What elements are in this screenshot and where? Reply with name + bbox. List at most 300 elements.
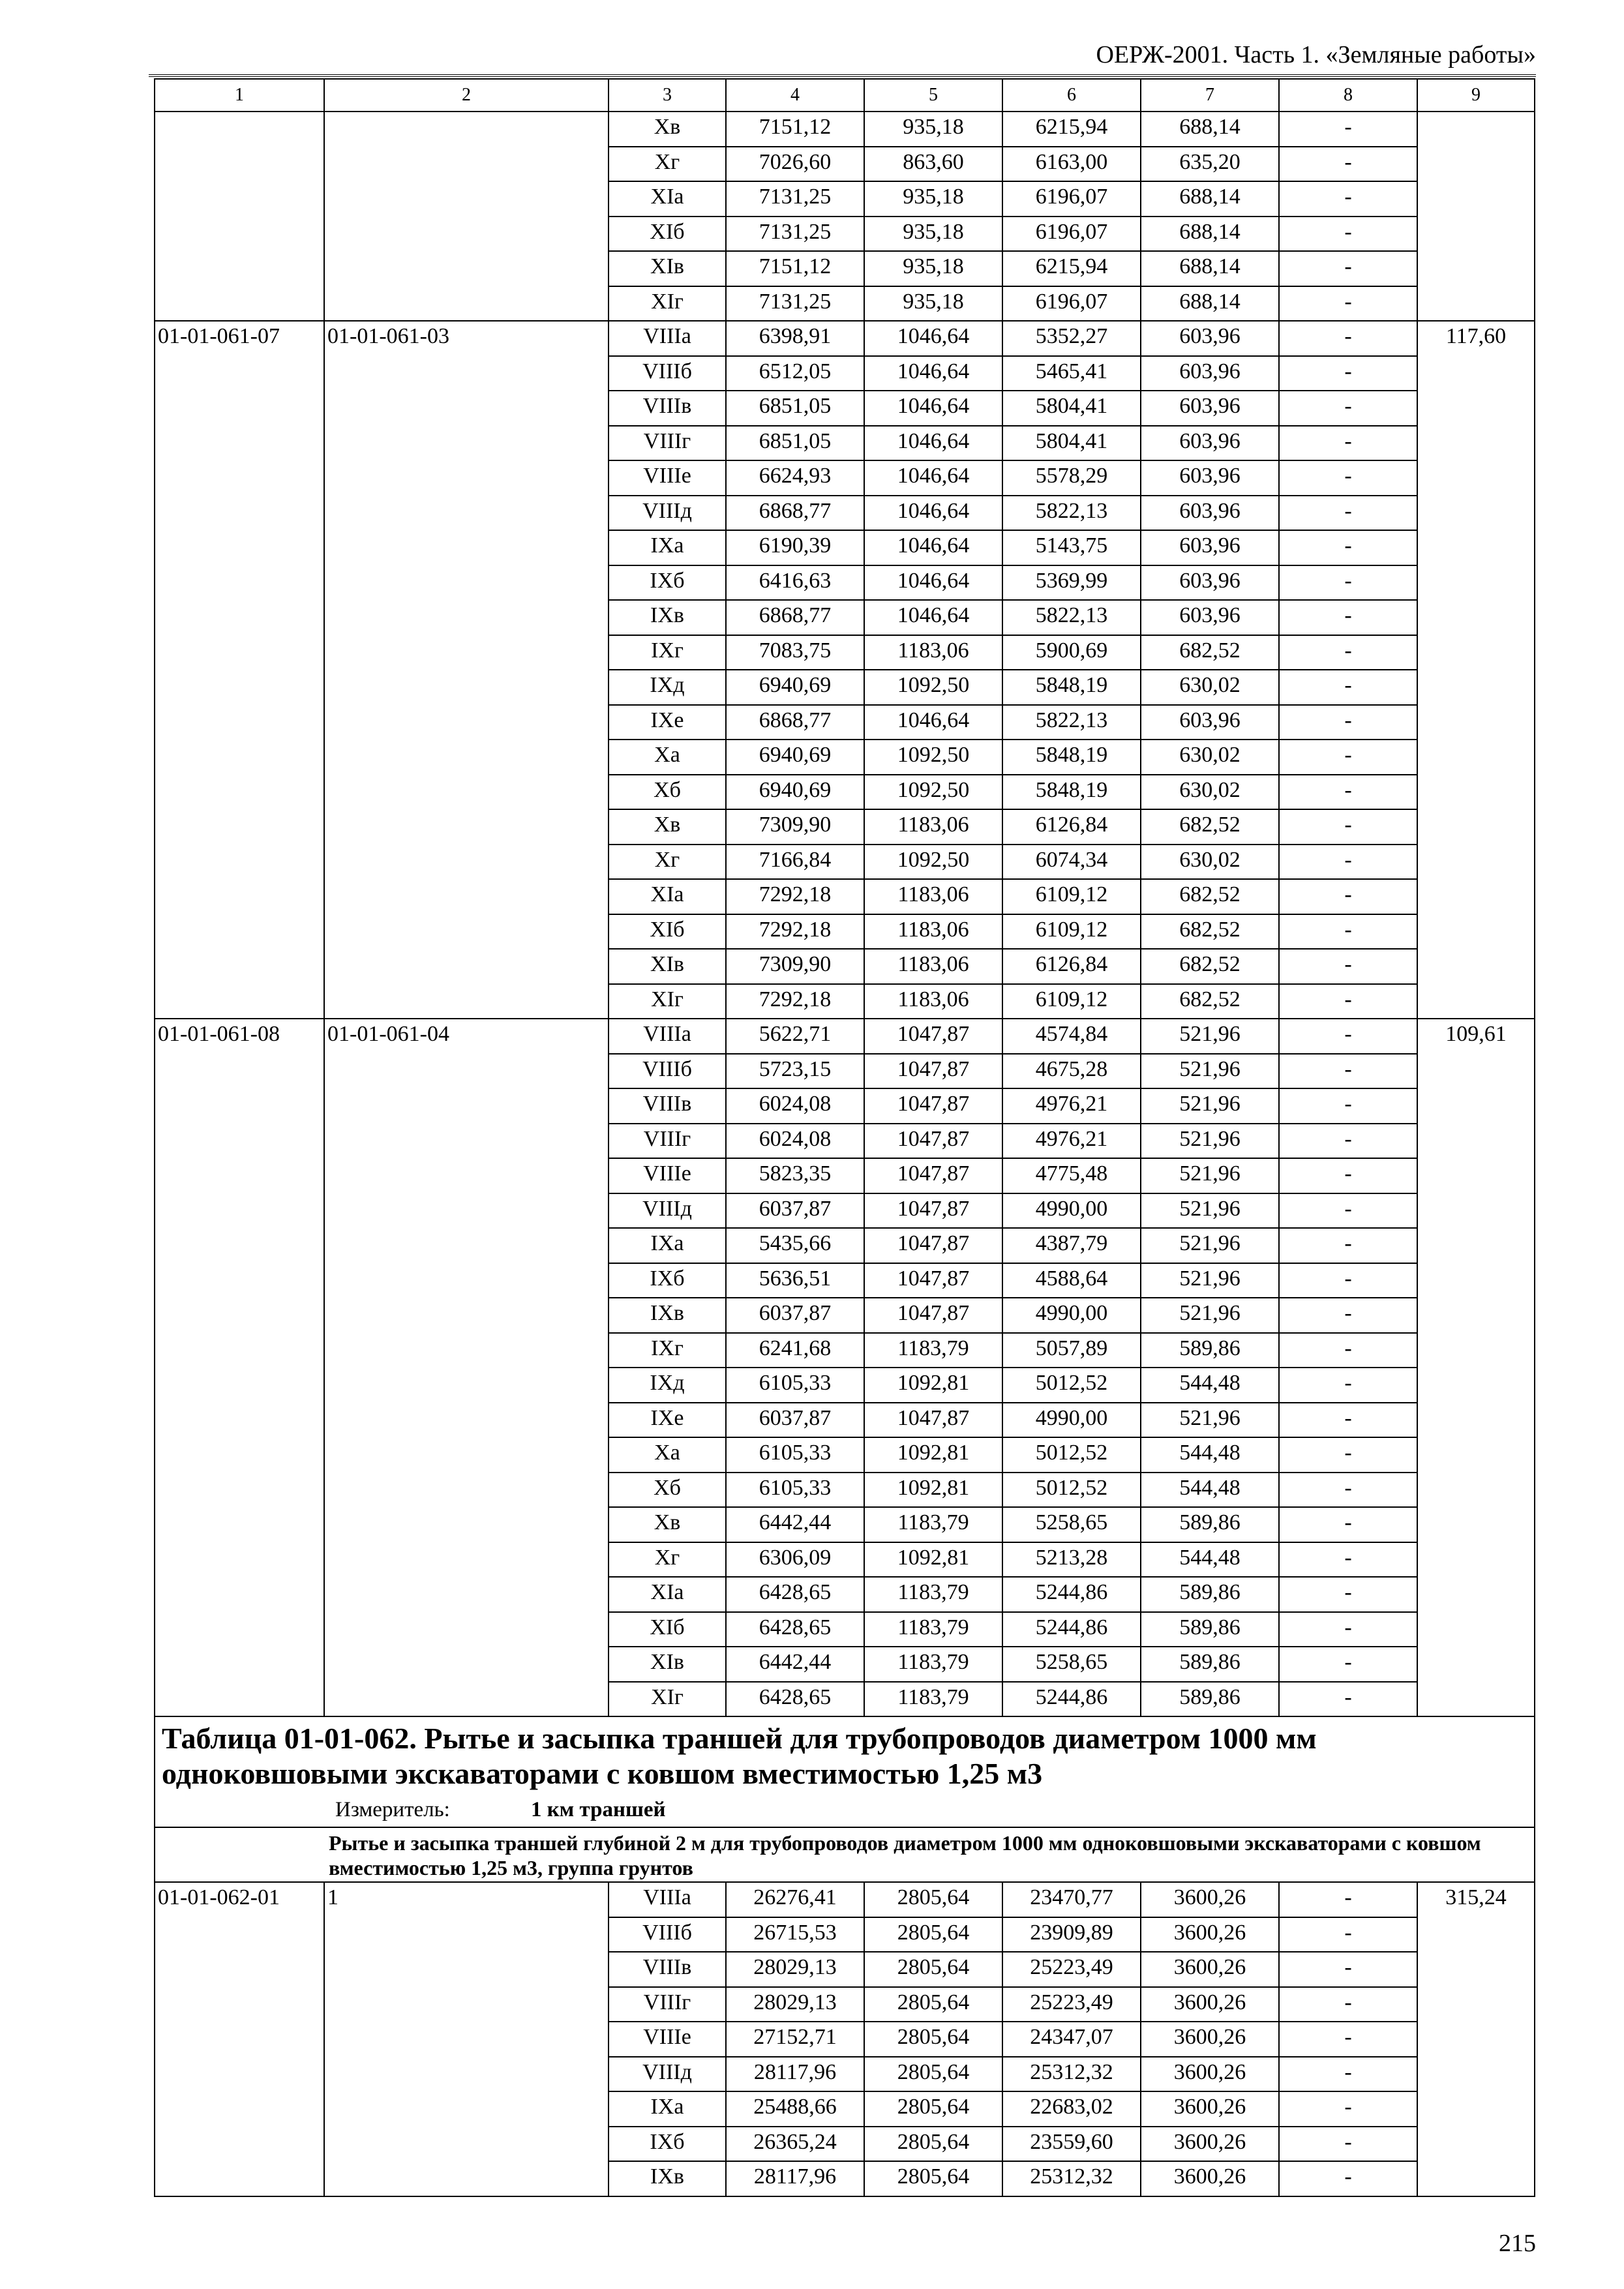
machines-cell: 5804,41 xyxy=(1002,391,1141,426)
total-cost-cell: 6868,77 xyxy=(726,496,864,531)
soil-group-cell: IХе xyxy=(609,1403,726,1438)
materials-cell: - xyxy=(1279,1473,1417,1508)
total-cost-cell: 7026,60 xyxy=(726,147,864,182)
rate-ref-cell: 01-01-061-04 xyxy=(324,1019,609,1716)
labor-cost-cell xyxy=(1417,112,1535,321)
soil-group-cell: IХе xyxy=(609,705,726,740)
wages-cell: 1046,64 xyxy=(864,356,1002,391)
operator-wages-cell: 630,02 xyxy=(1141,845,1279,880)
operator-wages-cell: 682,52 xyxy=(1141,914,1279,950)
labor-cost-cell: 109,61 xyxy=(1417,1019,1535,1716)
total-cost-cell: 25488,66 xyxy=(726,2091,864,2127)
machines-cell: 5213,28 xyxy=(1002,1542,1141,1578)
materials-cell: - xyxy=(1279,1542,1417,1578)
soil-group-cell: VIIIб xyxy=(609,1917,726,1952)
total-cost-cell: 6037,87 xyxy=(726,1403,864,1438)
column-number: 3 xyxy=(609,79,726,112)
table-title-row xyxy=(155,1716,1535,1827)
operator-wages-cell: 3600,26 xyxy=(1141,2022,1279,2057)
soil-group-cell: ХIв xyxy=(609,251,726,286)
machines-cell: 6215,94 xyxy=(1002,112,1141,147)
operator-wages-cell: 589,86 xyxy=(1141,1612,1279,1647)
wages-cell: 1092,81 xyxy=(864,1473,1002,1508)
total-cost-cell: 28117,96 xyxy=(726,2057,864,2092)
total-cost-cell: 7131,25 xyxy=(726,286,864,322)
wages-cell: 1092,50 xyxy=(864,775,1002,810)
operator-wages-cell: 635,20 xyxy=(1141,147,1279,182)
materials-cell: - xyxy=(1279,1298,1417,1333)
machines-cell: 4990,00 xyxy=(1002,1403,1141,1438)
soil-group-cell: Хг xyxy=(609,845,726,880)
operator-wages-cell: 603,96 xyxy=(1141,426,1279,461)
operator-wages-cell: 688,14 xyxy=(1141,217,1279,252)
table-row xyxy=(155,1882,1535,1917)
machines-cell: 5822,13 xyxy=(1002,496,1141,531)
operator-wages-cell: 682,52 xyxy=(1141,984,1279,1019)
wages-cell: 1047,87 xyxy=(864,1193,1002,1229)
machines-cell: 5244,86 xyxy=(1002,1577,1141,1612)
wages-cell: 1183,79 xyxy=(864,1577,1002,1612)
total-cost-cell: 6105,33 xyxy=(726,1368,864,1403)
measure-line xyxy=(162,1795,1527,1824)
total-cost-cell: 7166,84 xyxy=(726,845,864,880)
measure-value: 1 км траншей xyxy=(531,1798,666,1821)
total-cost-cell: 6868,77 xyxy=(726,705,864,740)
total-cost-cell: 7292,18 xyxy=(726,914,864,950)
rate-ref-cell: 01-01-061-03 xyxy=(324,321,609,1019)
total-cost-cell: 5723,15 xyxy=(726,1054,864,1089)
soil-group-cell: IХа xyxy=(609,1228,726,1263)
machines-cell: 23559,60 xyxy=(1002,2127,1141,2162)
soil-group-cell: Ха xyxy=(609,1437,726,1473)
page-header-title: ОЕРЖ-2001. Часть 1. «Земляные работы» xyxy=(1096,41,1536,68)
wages-cell: 2805,64 xyxy=(864,2022,1002,2057)
materials-cell: - xyxy=(1279,356,1417,391)
total-cost-cell: 6105,33 xyxy=(726,1437,864,1473)
soil-group-cell: IХа xyxy=(609,2091,726,2127)
soil-group-cell: VIIIб xyxy=(609,1054,726,1089)
operator-wages-cell: 589,86 xyxy=(1141,1647,1279,1682)
materials-cell: - xyxy=(1279,879,1417,914)
operator-wages-cell: 521,96 xyxy=(1141,1088,1279,1124)
wages-cell: 1092,81 xyxy=(864,1437,1002,1473)
operator-wages-cell: 603,96 xyxy=(1141,356,1279,391)
total-cost-cell: 6442,44 xyxy=(726,1647,864,1682)
operator-wages-cell: 603,96 xyxy=(1141,705,1279,740)
soil-group-cell: VIIIа xyxy=(609,321,726,356)
materials-cell: - xyxy=(1279,1228,1417,1263)
operator-wages-cell: 603,96 xyxy=(1141,565,1279,601)
total-cost-cell: 7309,90 xyxy=(726,809,864,845)
materials-cell: - xyxy=(1279,1193,1417,1229)
materials-cell: - xyxy=(1279,286,1417,322)
machines-cell: 6126,84 xyxy=(1002,809,1141,845)
materials-cell: - xyxy=(1279,460,1417,496)
materials-cell: - xyxy=(1279,949,1417,984)
total-cost-cell: 7292,18 xyxy=(726,879,864,914)
rate-code-cell: 01-01-062-01 xyxy=(155,1882,324,2196)
total-cost-cell: 26715,53 xyxy=(726,1917,864,1952)
header-rule xyxy=(149,74,1536,77)
operator-wages-cell: 603,96 xyxy=(1141,460,1279,496)
materials-cell: - xyxy=(1279,740,1417,775)
machines-cell: 5012,52 xyxy=(1002,1473,1141,1508)
materials-cell: - xyxy=(1279,670,1417,705)
materials-cell: - xyxy=(1279,1682,1417,1717)
soil-group-cell: IХд xyxy=(609,670,726,705)
operator-wages-cell: 3600,26 xyxy=(1141,1882,1279,1917)
operator-wages-cell: 682,52 xyxy=(1141,635,1279,670)
wages-cell: 1183,79 xyxy=(864,1612,1002,1647)
machines-cell: 5900,69 xyxy=(1002,635,1141,670)
machines-cell: 5244,86 xyxy=(1002,1612,1141,1647)
total-cost-cell: 6851,05 xyxy=(726,391,864,426)
page-number: 215 xyxy=(1499,2230,1536,2257)
soil-group-cell: Хб xyxy=(609,1473,726,1508)
wages-cell: 1092,81 xyxy=(864,1368,1002,1403)
machines-cell: 5848,19 xyxy=(1002,670,1141,705)
wages-cell: 935,18 xyxy=(864,286,1002,322)
total-cost-cell: 6024,08 xyxy=(726,1124,864,1159)
soil-group-cell: VIIIг xyxy=(609,1987,726,2022)
soil-group-cell: ХIг xyxy=(609,984,726,1019)
operator-wages-cell: 603,96 xyxy=(1141,530,1279,565)
machines-cell: 5578,29 xyxy=(1002,460,1141,496)
soil-group-cell: VIIIе xyxy=(609,460,726,496)
materials-cell: - xyxy=(1279,1647,1417,1682)
total-cost-cell: 7151,12 xyxy=(726,112,864,147)
soil-group-cell: ХIа xyxy=(609,879,726,914)
operator-wages-cell: 682,52 xyxy=(1141,879,1279,914)
machines-cell: 4675,28 xyxy=(1002,1054,1141,1089)
table-body xyxy=(155,79,1535,2196)
operator-wages-cell: 630,02 xyxy=(1141,775,1279,810)
soil-group-cell: VIIIв xyxy=(609,1088,726,1124)
table-row xyxy=(155,321,1535,356)
operator-wages-cell: 589,86 xyxy=(1141,1333,1279,1368)
machines-cell: 25223,49 xyxy=(1002,1987,1141,2022)
soil-group-cell: Ха xyxy=(609,740,726,775)
total-cost-cell: 6105,33 xyxy=(726,1473,864,1508)
machines-cell: 25312,32 xyxy=(1002,2161,1141,2196)
total-cost-cell: 5823,35 xyxy=(726,1158,864,1193)
machines-cell: 6109,12 xyxy=(1002,879,1141,914)
wages-cell: 1046,64 xyxy=(864,321,1002,356)
total-cost-cell: 5435,66 xyxy=(726,1228,864,1263)
wages-cell: 1046,64 xyxy=(864,426,1002,461)
machines-cell: 5822,13 xyxy=(1002,705,1141,740)
soil-group-cell: VIIIд xyxy=(609,1193,726,1229)
total-cost-cell: 6037,87 xyxy=(726,1298,864,1333)
soil-group-cell: VIIIа xyxy=(609,1882,726,1917)
column-number: 8 xyxy=(1279,79,1417,112)
operator-wages-cell: 3600,26 xyxy=(1141,2091,1279,2127)
wages-cell: 1046,64 xyxy=(864,530,1002,565)
materials-cell: - xyxy=(1279,2022,1417,2057)
machines-cell: 5012,52 xyxy=(1002,1437,1141,1473)
soil-group-cell: IХб xyxy=(609,565,726,601)
machines-cell: 5352,27 xyxy=(1002,321,1141,356)
operator-wages-cell: 688,14 xyxy=(1141,181,1279,217)
materials-cell: - xyxy=(1279,321,1417,356)
total-cost-cell: 28117,96 xyxy=(726,2161,864,2196)
soil-group-cell: ХIб xyxy=(609,914,726,950)
total-cost-cell: 6428,65 xyxy=(726,1577,864,1612)
column-number: 6 xyxy=(1002,79,1141,112)
soil-group-cell: VIIIв xyxy=(609,391,726,426)
column-number-row xyxy=(155,79,1535,112)
soil-group-cell: VIIIв xyxy=(609,1952,726,1987)
soil-group-cell: IХд xyxy=(609,1368,726,1403)
soil-group-cell: IХа xyxy=(609,530,726,565)
soil-group-cell: Хг xyxy=(609,147,726,182)
machines-cell: 4976,21 xyxy=(1002,1088,1141,1124)
wages-cell: 1046,64 xyxy=(864,496,1002,531)
machines-cell: 6109,12 xyxy=(1002,984,1141,1019)
total-cost-cell: 6868,77 xyxy=(726,600,864,635)
operator-wages-cell: 603,96 xyxy=(1141,321,1279,356)
materials-cell: - xyxy=(1279,1952,1417,1987)
materials-cell: - xyxy=(1279,2161,1417,2196)
wages-cell: 1046,64 xyxy=(864,705,1002,740)
materials-cell: - xyxy=(1279,112,1417,147)
total-cost-cell: 7131,25 xyxy=(726,181,864,217)
total-cost-cell: 7309,90 xyxy=(726,949,864,984)
total-cost-cell: 6306,09 xyxy=(726,1542,864,1578)
operator-wages-cell: 3600,26 xyxy=(1141,1987,1279,2022)
total-cost-cell: 6428,65 xyxy=(726,1682,864,1717)
soil-group-cell: Хв xyxy=(609,112,726,147)
operator-wages-cell: 3600,26 xyxy=(1141,2127,1279,2162)
operator-wages-cell: 521,96 xyxy=(1141,1124,1279,1159)
wages-cell: 1183,06 xyxy=(864,879,1002,914)
machines-cell: 6109,12 xyxy=(1002,914,1141,950)
soil-group-cell: ХIв xyxy=(609,949,726,984)
soil-group-cell: VIIIд xyxy=(609,2057,726,2092)
soil-group-cell: ХIг xyxy=(609,286,726,322)
rate-code-cell: 01-01-061-08 xyxy=(155,1019,324,1716)
materials-cell: - xyxy=(1279,914,1417,950)
rate-code-cell xyxy=(155,112,324,321)
total-cost-cell: 6512,05 xyxy=(726,356,864,391)
total-cost-cell: 26365,24 xyxy=(726,2127,864,2162)
operator-wages-cell: 544,48 xyxy=(1141,1542,1279,1578)
soil-group-cell: ХIа xyxy=(609,1577,726,1612)
total-cost-cell: 6940,69 xyxy=(726,670,864,705)
materials-cell: - xyxy=(1279,845,1417,880)
labor-cost-cell: 117,60 xyxy=(1417,321,1535,1019)
operator-wages-cell: 521,96 xyxy=(1141,1019,1279,1054)
materials-cell: - xyxy=(1279,217,1417,252)
total-cost-cell: 28029,13 xyxy=(726,1952,864,1987)
total-cost-cell: 5622,71 xyxy=(726,1019,864,1054)
machines-cell: 5057,89 xyxy=(1002,1333,1141,1368)
rates-table xyxy=(154,78,1535,2197)
machines-cell: 6215,94 xyxy=(1002,251,1141,286)
soil-group-cell: Хб xyxy=(609,775,726,810)
materials-cell: - xyxy=(1279,565,1417,601)
materials-cell: - xyxy=(1279,530,1417,565)
wages-cell: 2805,64 xyxy=(864,1917,1002,1952)
rate-ref-cell xyxy=(324,112,609,321)
wages-cell: 2805,64 xyxy=(864,2127,1002,2162)
machines-cell: 4574,84 xyxy=(1002,1019,1141,1054)
wages-cell: 1046,64 xyxy=(864,460,1002,496)
materials-cell: - xyxy=(1279,1054,1417,1089)
wages-cell: 1046,64 xyxy=(864,565,1002,601)
wages-cell: 1047,87 xyxy=(864,1263,1002,1298)
operator-wages-cell: 630,02 xyxy=(1141,740,1279,775)
materials-cell: - xyxy=(1279,391,1417,426)
operator-wages-cell: 589,86 xyxy=(1141,1682,1279,1717)
materials-cell: - xyxy=(1279,496,1417,531)
total-cost-cell: 6398,91 xyxy=(726,321,864,356)
wages-cell: 1046,64 xyxy=(864,600,1002,635)
wages-cell: 1047,87 xyxy=(864,1088,1002,1124)
operator-wages-cell: 521,96 xyxy=(1141,1263,1279,1298)
operator-wages-cell: 688,14 xyxy=(1141,251,1279,286)
wages-cell: 1092,50 xyxy=(864,845,1002,880)
operator-wages-cell: 603,96 xyxy=(1141,600,1279,635)
labor-cost-cell: 315,24 xyxy=(1417,1882,1535,2196)
materials-cell: - xyxy=(1279,2091,1417,2127)
operator-wages-cell: 521,96 xyxy=(1141,1193,1279,1229)
operator-wages-cell: 3600,26 xyxy=(1141,2161,1279,2196)
materials-cell: - xyxy=(1279,1263,1417,1298)
operator-wages-cell: 603,96 xyxy=(1141,496,1279,531)
wages-cell: 2805,64 xyxy=(864,2161,1002,2196)
machines-cell: 4990,00 xyxy=(1002,1193,1141,1229)
soil-group-cell: ХIг xyxy=(609,1682,726,1717)
operator-wages-cell: 544,48 xyxy=(1141,1437,1279,1473)
wages-cell: 1183,79 xyxy=(864,1682,1002,1717)
machines-cell: 5258,65 xyxy=(1002,1647,1141,1682)
materials-cell: - xyxy=(1279,147,1417,182)
machines-cell: 5244,86 xyxy=(1002,1682,1141,1717)
operator-wages-cell: 589,86 xyxy=(1141,1577,1279,1612)
materials-cell: - xyxy=(1279,1403,1417,1438)
soil-group-cell: ХIа xyxy=(609,181,726,217)
total-cost-cell: 6624,93 xyxy=(726,460,864,496)
section-description-row xyxy=(155,1827,1535,1882)
wages-cell: 1183,06 xyxy=(864,914,1002,950)
operator-wages-cell: 3600,26 xyxy=(1141,1917,1279,1952)
operator-wages-cell: 544,48 xyxy=(1141,1368,1279,1403)
operator-wages-cell: 630,02 xyxy=(1141,670,1279,705)
materials-cell: - xyxy=(1279,2057,1417,2092)
column-number: 4 xyxy=(726,79,864,112)
operator-wages-cell: 521,96 xyxy=(1141,1158,1279,1193)
wages-cell: 1047,87 xyxy=(864,1228,1002,1263)
machines-cell: 23909,89 xyxy=(1002,1917,1141,1952)
wages-cell: 1047,87 xyxy=(864,1158,1002,1193)
soil-group-cell: VIIIг xyxy=(609,426,726,461)
operator-wages-cell: 682,52 xyxy=(1141,949,1279,984)
materials-cell: - xyxy=(1279,1088,1417,1124)
wages-cell: 2805,64 xyxy=(864,1987,1002,2022)
soil-group-cell: VIIIе xyxy=(609,1158,726,1193)
machines-cell: 5804,41 xyxy=(1002,426,1141,461)
column-number: 5 xyxy=(864,79,1002,112)
soil-group-cell: Хв xyxy=(609,809,726,845)
operator-wages-cell: 521,96 xyxy=(1141,1054,1279,1089)
wages-cell: 1047,87 xyxy=(864,1054,1002,1089)
soil-group-cell: IХв xyxy=(609,600,726,635)
materials-cell: - xyxy=(1279,426,1417,461)
soil-group-cell: IХв xyxy=(609,1298,726,1333)
machines-cell: 6126,84 xyxy=(1002,949,1141,984)
materials-cell: - xyxy=(1279,1158,1417,1193)
total-cost-cell: 28029,13 xyxy=(726,1987,864,2022)
machines-cell: 6196,07 xyxy=(1002,217,1141,252)
machines-cell: 6163,00 xyxy=(1002,147,1141,182)
materials-cell: - xyxy=(1279,1987,1417,2022)
total-cost-cell: 6037,87 xyxy=(726,1193,864,1229)
machines-cell: 4387,79 xyxy=(1002,1228,1141,1263)
wages-cell: 935,18 xyxy=(864,217,1002,252)
wages-cell: 1183,79 xyxy=(864,1647,1002,1682)
wages-cell: 1183,06 xyxy=(864,984,1002,1019)
soil-group-cell: IХг xyxy=(609,635,726,670)
soil-group-cell: VIIIа xyxy=(609,1019,726,1054)
soil-group-cell: VIIIб xyxy=(609,356,726,391)
column-number: 9 xyxy=(1417,79,1535,112)
column-number: 1 xyxy=(155,79,324,112)
total-cost-cell: 6940,69 xyxy=(726,740,864,775)
materials-cell: - xyxy=(1279,984,1417,1019)
wages-cell: 1183,06 xyxy=(864,949,1002,984)
soil-group-cell: VIIIе xyxy=(609,2022,726,2057)
machines-cell: 6196,07 xyxy=(1002,181,1141,217)
total-cost-cell: 6190,39 xyxy=(726,530,864,565)
wages-cell: 1092,50 xyxy=(864,670,1002,705)
total-cost-cell: 7131,25 xyxy=(726,217,864,252)
machines-cell: 25223,49 xyxy=(1002,1952,1141,1987)
total-cost-cell: 6241,68 xyxy=(726,1333,864,1368)
operator-wages-cell: 521,96 xyxy=(1141,1298,1279,1333)
table-title-block xyxy=(155,1716,1535,1827)
machines-cell: 25312,32 xyxy=(1002,2057,1141,2092)
soil-group-cell: ХIб xyxy=(609,217,726,252)
materials-cell: - xyxy=(1279,1333,1417,1368)
machines-cell: 5848,19 xyxy=(1002,740,1141,775)
operator-wages-cell: 544,48 xyxy=(1141,1473,1279,1508)
wages-cell: 1046,64 xyxy=(864,391,1002,426)
materials-cell: - xyxy=(1279,705,1417,740)
total-cost-cell: 7151,12 xyxy=(726,251,864,286)
machines-cell: 4976,21 xyxy=(1002,1124,1141,1159)
section-description: Рытье и засыпка траншей глубиной 2 м для трубопроводов диаметром 1000 мм одноковшовыми экскаваторами с ковшом вместимостью 1,25 м3, группа грунтов xyxy=(155,1827,1535,1882)
rate-ref-cell: 1 xyxy=(324,1882,609,2196)
soil-group-cell: Хв xyxy=(609,1507,726,1542)
materials-cell: - xyxy=(1279,809,1417,845)
operator-wages-cell: 3600,26 xyxy=(1141,2057,1279,2092)
soil-group-cell: IХб xyxy=(609,1263,726,1298)
column-number: 7 xyxy=(1141,79,1279,112)
machines-cell: 5465,41 xyxy=(1002,356,1141,391)
wages-cell: 1092,50 xyxy=(864,740,1002,775)
soil-group-cell: VIIIд xyxy=(609,496,726,531)
operator-wages-cell: 589,86 xyxy=(1141,1507,1279,1542)
wages-cell: 1092,81 xyxy=(864,1542,1002,1578)
wages-cell: 1183,79 xyxy=(864,1507,1002,1542)
operator-wages-cell: 521,96 xyxy=(1141,1228,1279,1263)
total-cost-cell: 26276,41 xyxy=(726,1882,864,1917)
materials-cell: - xyxy=(1279,1368,1417,1403)
soil-group-cell: ХIб xyxy=(609,1612,726,1647)
total-cost-cell: 5636,51 xyxy=(726,1263,864,1298)
wages-cell: 2805,64 xyxy=(864,1882,1002,1917)
